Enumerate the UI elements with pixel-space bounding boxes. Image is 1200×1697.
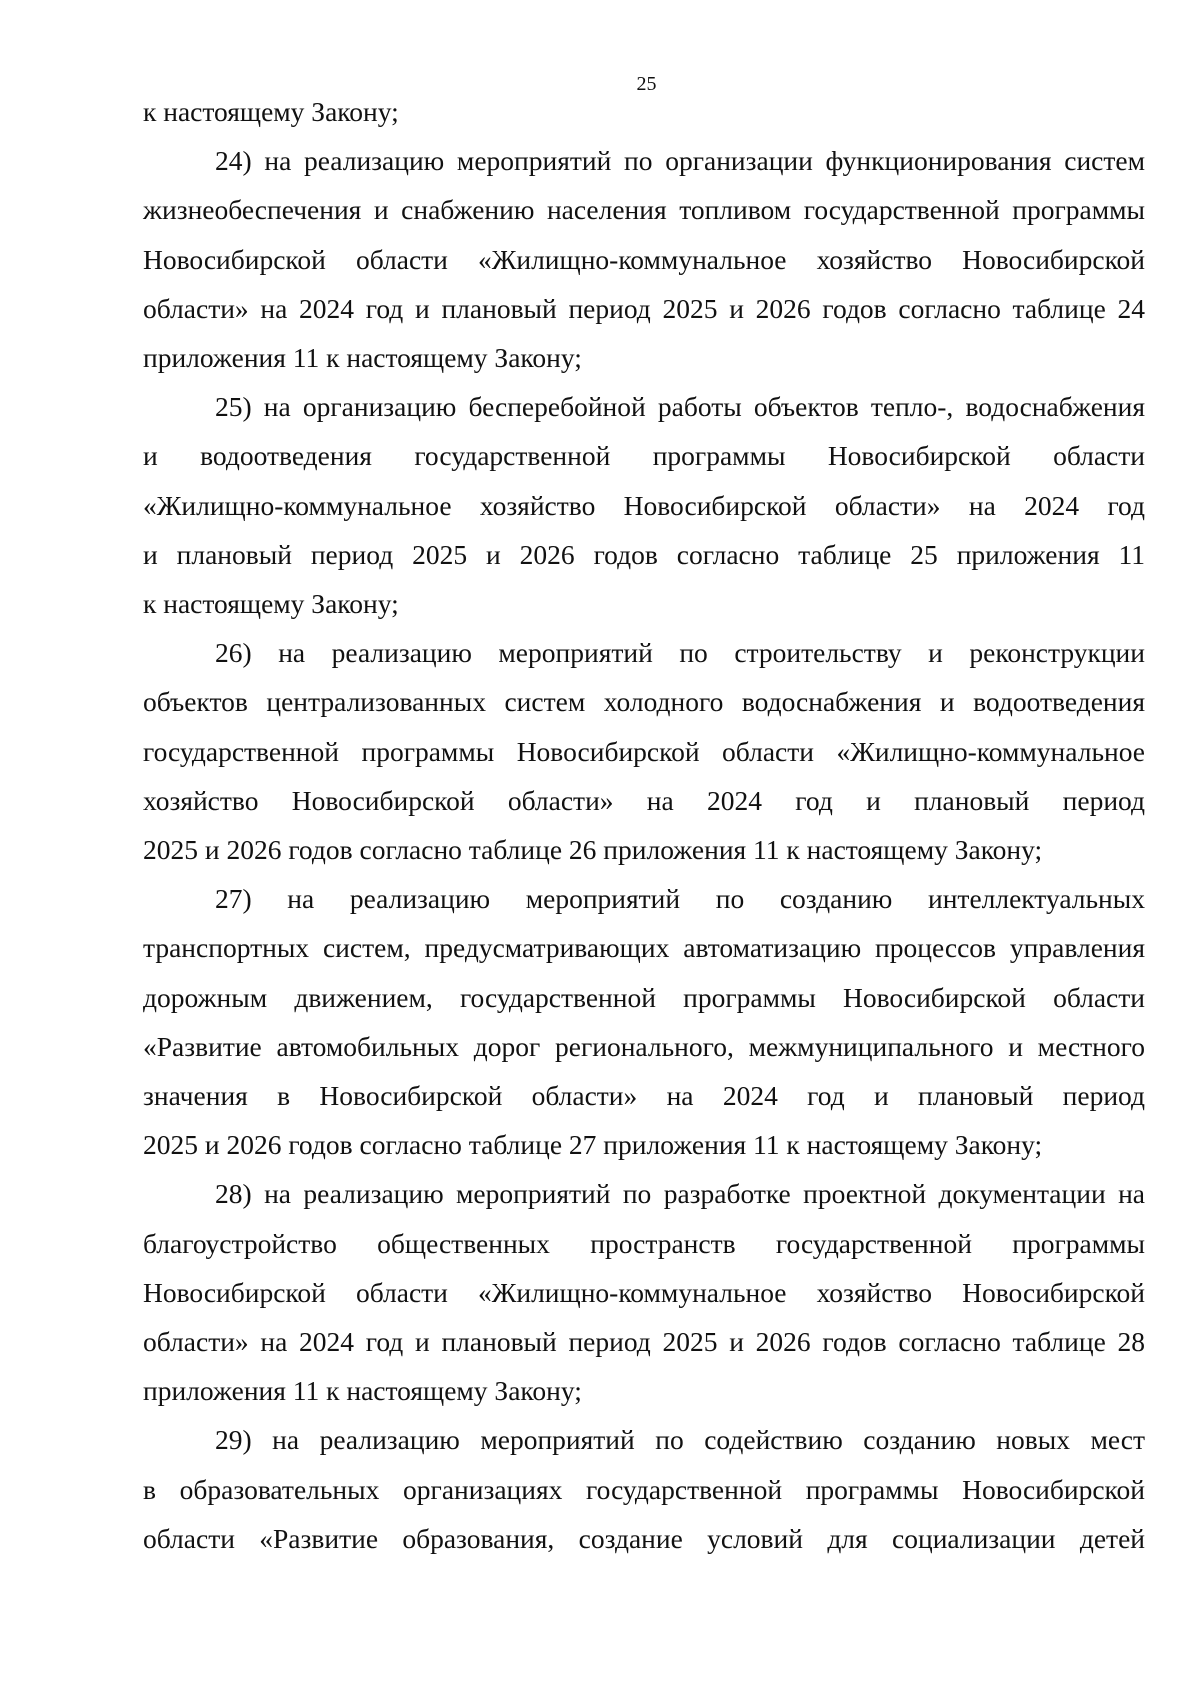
text-line: жизнеобеспечения и снабжению населения топливом государственной программы [143, 194, 1145, 226]
text-line: хозяйство Новосибирской области» на 2024 год и плановый период [143, 784, 1145, 816]
text-line: в образовательных организациях государственной программы Новосибирской [143, 1473, 1145, 1505]
text-line: значения в Новосибирской области» на 2024 год и плановый период [143, 1080, 1145, 1112]
paragraph-item-26 [143, 628, 1145, 874]
text-line: Новосибирской области «Жилищно-коммунальное хозяйство Новосибирской [143, 1276, 1145, 1308]
text-line: Новосибирской области «Жилищно-коммунальное хозяйство Новосибирской [143, 243, 1145, 275]
text-line: и водоотведения государственной программы Новосибирской области [143, 440, 1145, 472]
text-line: благоустройство общественных пространств государственной программы [143, 1227, 1145, 1259]
text-line: приложения 11 к настоящему Закону; [143, 342, 582, 374]
document-body [143, 87, 1145, 1563]
text-line: «Жилищно-коммунальное хозяйство Новосибирской области» на 2024 год [143, 489, 1145, 521]
paragraph-item-28 [143, 1169, 1145, 1415]
text-line: к настоящему Закону; [143, 96, 399, 127]
paragraph-item-27 [143, 874, 1145, 1169]
text-line: транспортных систем, предусматривающих автоматизацию процессов управления [143, 932, 1145, 964]
text-line: области» на 2024 год и плановый период 2025 и 2026 годов согласно таблице 24 [143, 292, 1145, 324]
text-line: дорожным движением, государственной программы Новосибирской области [143, 981, 1145, 1013]
paragraph-continuation [143, 87, 1145, 136]
paragraph-item-29 [143, 1415, 1145, 1563]
text-line: 25) на организацию бесперебойной работы объектов тепло-, водоснабжения [215, 391, 1145, 423]
paragraph-item-25 [143, 382, 1145, 628]
text-line: к настоящему Закону; [143, 588, 399, 620]
text-line: 24) на реализацию мероприятий по организации функционирования систем [215, 145, 1145, 177]
text-line: 2025 и 2026 годов согласно таблице 26 приложения 11 к настоящему Закону; [143, 834, 1043, 866]
page-number: 25 [636, 73, 657, 95]
text-line: 27) на реализацию мероприятий по созданию интеллектуальных [215, 883, 1145, 915]
text-line: 29) на реализацию мероприятий по содействию созданию новых мест [215, 1424, 1145, 1456]
text-line: 26) на реализацию мероприятий по строительству и реконструкции [215, 637, 1145, 669]
text-line: государственной программы Новосибирской области «Жилищно-коммунальное [143, 735, 1145, 767]
paragraph-item-24 [143, 136, 1145, 382]
text-line: области» на 2024 год и плановый период 2025 и 2026 годов согласно таблице 28 [143, 1326, 1145, 1358]
text-line: объектов централизованных систем холодного водоснабжения и водоотведения [143, 686, 1145, 718]
text-line: и плановый период 2025 и 2026 годов согласно таблице 25 приложения 11 [143, 538, 1145, 570]
text-line: 2025 и 2026 годов согласно таблице 27 приложения 11 к настоящему Закону; [143, 1129, 1043, 1161]
text-line: области «Развитие образования, создание условий для социализации детей [143, 1522, 1145, 1554]
text-line: приложения 11 к настоящему Закону; [143, 1375, 582, 1407]
text-line: «Развитие автомобильных дорог регионального, межмуниципального и местного [143, 1030, 1145, 1062]
text-line: 28) на реализацию мероприятий по разработке проектной документации на [215, 1178, 1145, 1210]
